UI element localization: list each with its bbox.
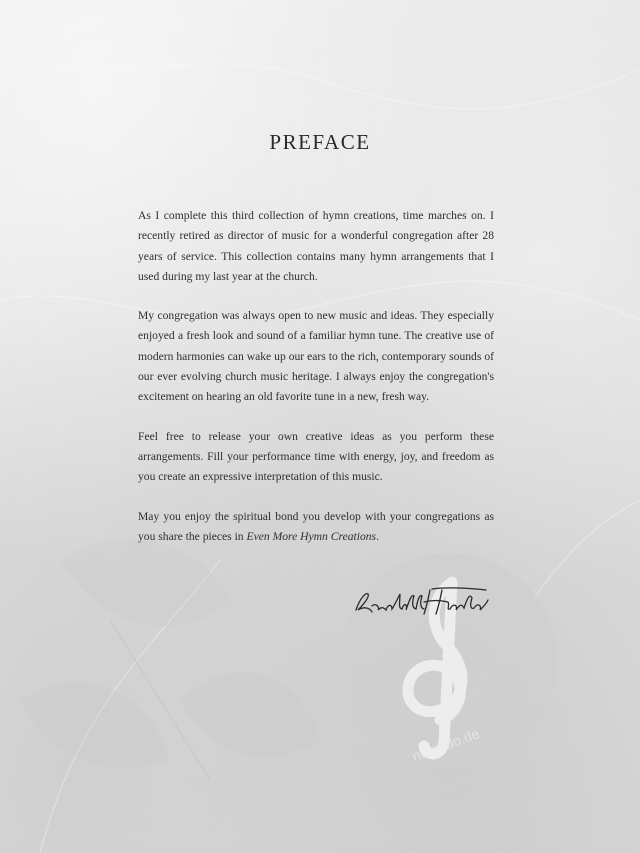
paragraph-2: My congregation was always open to new music and ideas. They especially enjoyed a fresh look and sound of a familiar hymn tune. The creative use of modern harmonies can wake up our ears to the rich, contemporary sounds of our ever evolving church music heritage. I always enjoy the congregation's excitement on hearing an old favorite tune in a new, fresh way. <box>138 309 494 404</box>
paragraph-1: As I complete this third collection of hymn creations, time marches on. I recently retired as director of music for a wonderful congregation after 28 years of service. This collection contains many hymn arrangements that I used during my last year at the church. <box>138 209 494 283</box>
paragraph-4 <box>138 507 494 548</box>
page-title: PREFACE <box>269 130 371 154</box>
closing-text: May you enjoy the spiritual bond you develop with your congregations as you share the pieces in <box>138 509 494 543</box>
handwritten-signature <box>350 584 490 620</box>
closing-end: . <box>376 529 379 543</box>
preface-body <box>138 206 494 566</box>
watermark-text: notendo.de <box>410 725 482 765</box>
paragraph-3: Feel free to release your own creative ideas as you perform these arrangements. Fill your performance time with energy, joy, and freedom as you create an expressive interpretation of this music. <box>138 429 494 484</box>
book-title: Even More Hymn Creations <box>246 529 377 543</box>
